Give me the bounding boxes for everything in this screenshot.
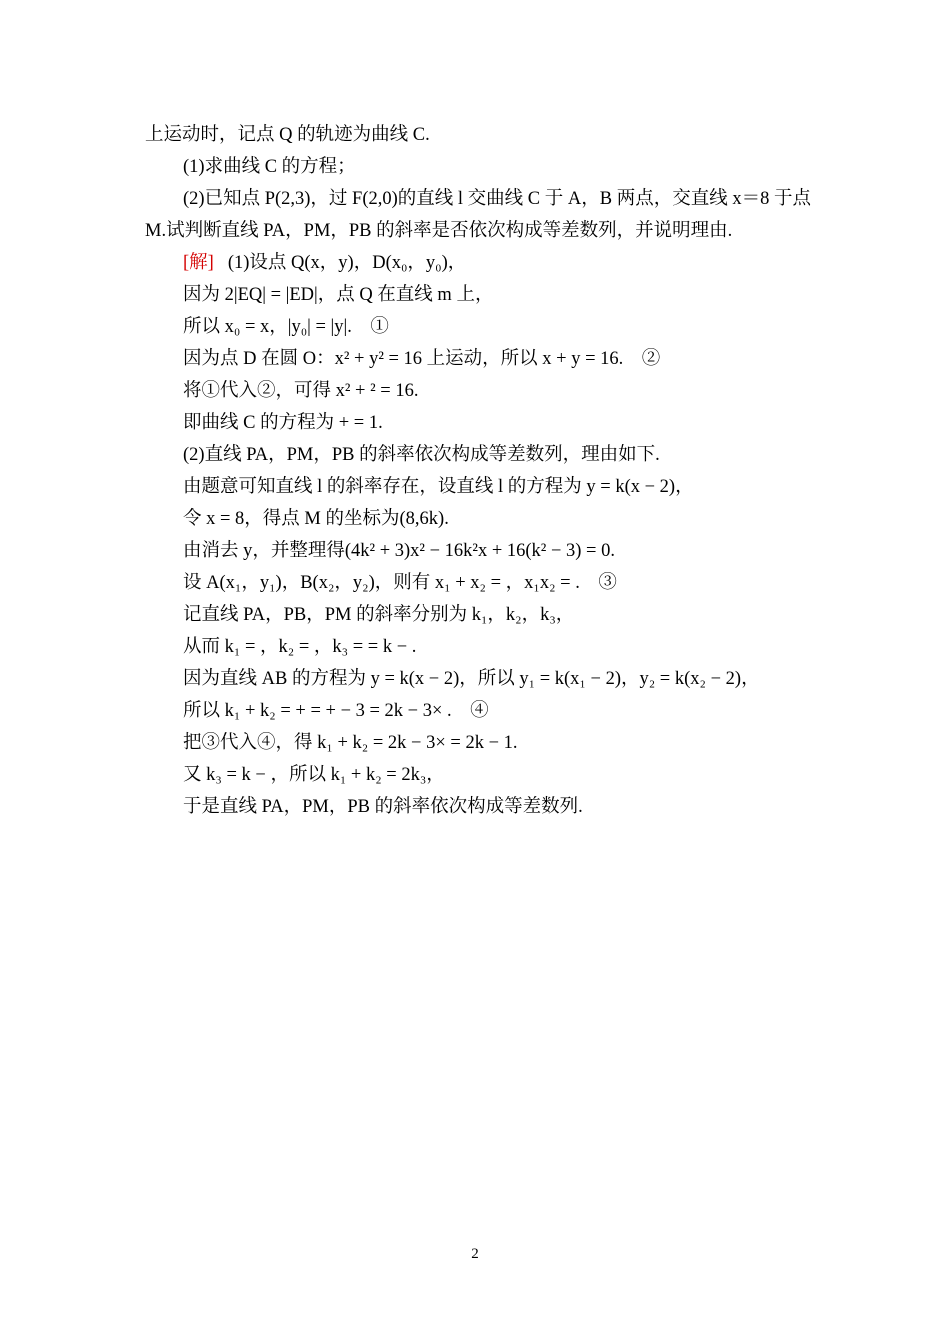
solution-line: 因为 2|EQ| = |ED|，点 Q 在直线 m 上， [183,285,494,305]
page-number: 2 [471,1246,479,1262]
solution-line: 由题意可知直线 l 的斜率存在，设直线 l 的方程为 y = k(x − 2)， [183,477,694,497]
solution-line: 于是直线 PA，PM，PB 的斜率依次构成等差数列. [183,797,583,817]
solution-line: 因为点 D 在圆 O：x² + y² = 16 上运动，所以 x + y = 16. ② [183,349,661,369]
problem-line: 上运动时，记点 Q 的轨迹为曲线 C. [145,125,430,145]
solution-line: 所以 x₀ = x，|y₀| = |y|. ① [183,317,389,337]
solution-text: (1)设点 Q(x，y)，D(x₀，y₀)， [227,253,467,273]
solution-first-line [183,251,466,275]
solution-line: 从而 k₁ = ，k₂ = ，k₃ = = k − . [183,637,417,657]
solution-line: 因为直线 AB 的方程为 y = k(x − 2)，所以 y₁ = k(x₁ − 2)，y₂ = k(x₂ − 2)， [183,669,760,689]
solution-line: 将①代入②，可得 x² + ² = 16. [183,381,419,401]
solution-line: 记直线 PA，PB，PM 的斜率分别为 k₁，k₂，k₃， [183,605,575,625]
problem-line: M.试判断直线 PA，PM，PB 的斜率是否依次构成等差数列，并说明理由. [145,221,733,241]
solution-line: 把③代入④，得 k₁ + k₂ = 2k − 3× = 2k − 1. [183,733,518,753]
problem-line: (1)求曲线 C 的方程； [183,157,356,177]
solution-line: 所以 k₁ + k₂ = + = + − 3 = 2k − 3× . ④ [183,701,489,721]
solution-tag: [解] [183,253,214,273]
solution-line: 令 x = 8，得点 M 的坐标为(8,6k). [183,509,449,529]
solution-line: 由消去 y，并整理得(4k² + 3)x² − 16k²x + 16(k² − 3) = 0. [183,541,615,561]
problem-line: (2)已知点 P(2,3)，过 F(2,0)的直线 l 交曲线 C 于 A，B 两点，交直线 x＝8 于点 [183,189,811,209]
solution-line: 设 A(x₁，y₁)，B(x₂，y₂)，则有 x₁ + x₂ = ，x₁x₂ = . ③ [183,573,617,593]
solution-line: 即曲线 C 的方程为 + = 1. [183,413,383,433]
solution-line: 又 k₃ = k − ，所以 k₁ + k₂ = 2k₃， [183,765,445,785]
solution-line: (2)直线 PA，PM，PB 的斜率依次构成等差数列，理由如下. [183,445,660,465]
